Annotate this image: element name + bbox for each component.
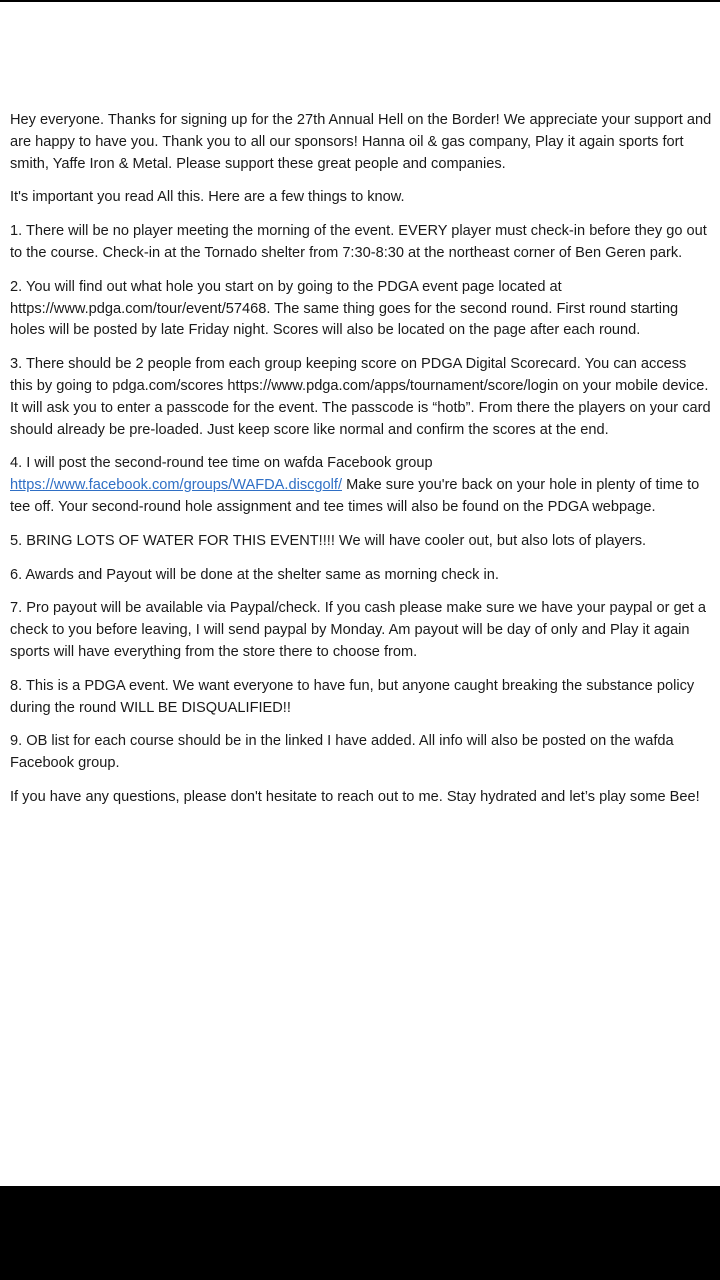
item-1-paragraph: 1. There will be no player meeting the morning of the event. EVERY player must check-in before they go out to the course. Check-in at the Tornado shelter from 7:30-8:30 at the northeast corner of Ben Geren park. [10, 223, 707, 261]
facebook-group-link[interactable]: https://www.facebook.com/groups/WAFDA.discgolf/ [10, 477, 343, 494]
document-body [10, 110, 713, 821]
important-paragraph: It's important you read All this. Here are a few things to know. [10, 189, 405, 206]
item-4-text-before: 4. I will post the second-round tee time on wafda Facebook group [10, 455, 433, 472]
item-2-paragraph: 2. You will find out what hole you start on by going to the PDGA event page located at https://www.pdga.com/tour/event/57468. The same thing goes for the second round. First round starting holes will be posted by late Friday night. Scores will also be located on the page after each round. [10, 278, 679, 339]
item-4-paragraph [10, 453, 713, 518]
item-6-paragraph: 6. Awards and Payout will be done at the shelter same as morning check in. [10, 566, 499, 583]
item-3-paragraph: 3. There should be 2 people from each group keeping score on PDGA Digital Scorecard. You can access this by going to pdga.com/scores https://www.pdga.com/apps/tournament/score/login on your mobile device. It will ask you to enter a passcode for the event. The passcode is “hotb”. From there the players on your card should already be pre-loaded. Just keep score like normal and confirm the scores at the end. [10, 356, 711, 438]
intro-paragraph: Hey everyone. Thanks for signing up for the 27th Annual Hell on the Border! We appreciate your support and are happy to have you. Thank you to all our sponsors! Hanna oil & gas company, Play it again sports fort smith, Yaffe Iron & Metal. Please support these great people and companies. [10, 112, 712, 172]
item-8-paragraph: 8. This is a PDGA event. We want everyone to have fun, but anyone caught breaking the substance policy during the round WILL BE DISQUALIFIED!! [10, 677, 695, 716]
item-4-text-after: Make sure you're back on your hole in plenty of time to tee off. Your second-round hole assignment and tee times will also be found on the PDGA webpage. [10, 477, 700, 515]
top-divider [0, 0, 720, 2]
item-5-paragraph: 5. BRING LOTS OF WATER FOR THIS EVENT!!!! We will have cooler out, but also lots of players. [10, 532, 647, 549]
closing-paragraph: If you have any questions, please don't hesitate to reach out to me. Stay hydrated and let’s play some Bee! [10, 788, 700, 805]
bottom-black-bar [0, 1186, 720, 1280]
item-9-paragraph: 9. OB list for each course should be in the linked I have added. All info will also be posted on the wafda Facebook group. [10, 733, 674, 772]
item-7-paragraph: 7. Pro payout will be available via Paypal/check. If you cash please make sure we have your paypal or get a check to you before leaving, I will send paypal by Monday. Am payout will be day of only and Play it again sports will have everything from the store there to choose from. [10, 600, 707, 660]
